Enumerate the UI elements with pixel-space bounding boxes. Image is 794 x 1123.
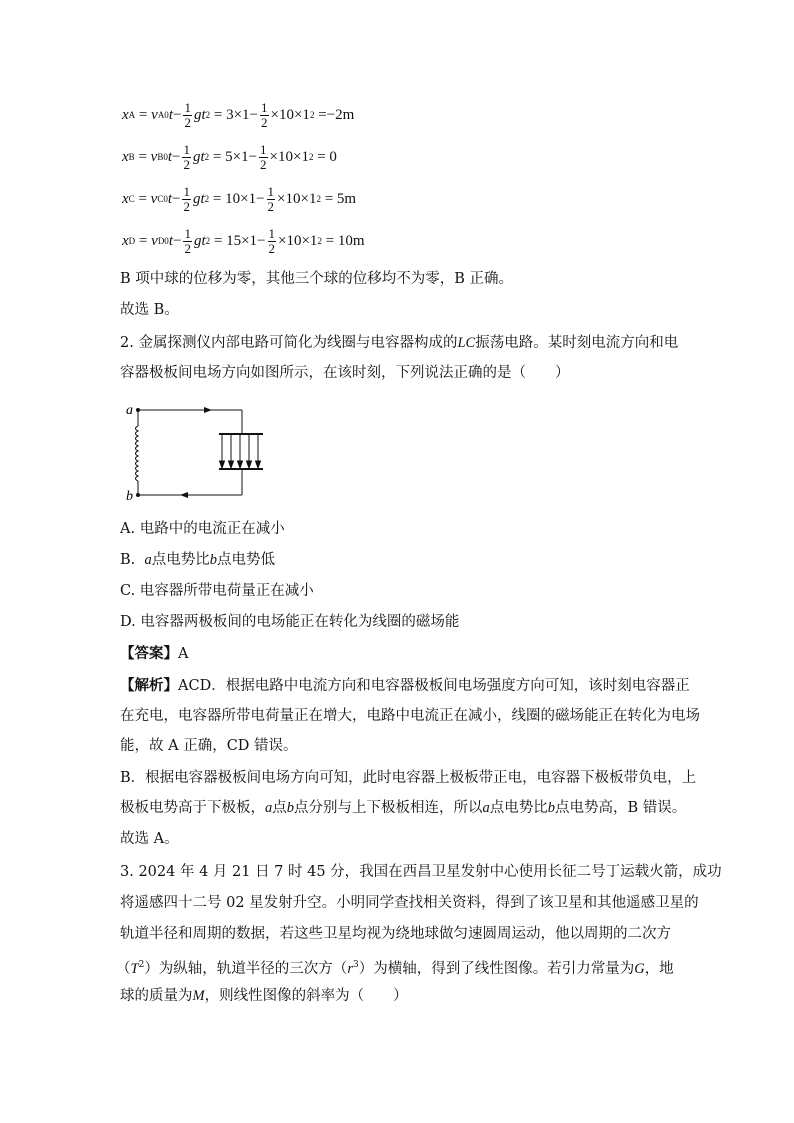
fraction: $\frac{1}{2}$ — [261, 99, 268, 130]
option-a: A. 电路中的电流正在减小 — [120, 521, 285, 537]
node-label-b: b — [126, 489, 133, 504]
answer-label: 【答案】 — [120, 645, 178, 662]
fraction: $\frac{1}{2}$ — [268, 225, 276, 256]
q3-line-1: 3. 2024 年 4 月 21 日 7 时 45 分，我国在西昌卫星发射中心使用长征二号丁运载火箭，成功 — [120, 864, 722, 880]
choose-a: 故选 A。 — [120, 831, 179, 847]
analysis-line-3: 能，故 A 正确，CD 错误。 — [120, 738, 298, 754]
q2-line-1: 2. 金属探测仪内部电路可简化为线圈与电容器构成的LC振荡电路。某时刻电流方向和电 — [120, 335, 679, 351]
lc-circuit-diagram — [122, 400, 282, 510]
fraction: $\frac{1}{2}$ — [260, 141, 267, 172]
analysis-line-1: 【解析】ACD．根据电路中电流方向和电容器极板间电场强度方向可知，该时刻电容器正 — [120, 677, 690, 694]
node-label-a: a — [126, 403, 133, 418]
analysis-line-2: 在充电，电容器所带电荷量正在增大，电路中电流正在减小，线圈的磁场能正在转化为电场 — [120, 708, 700, 724]
eq-var: x — [122, 106, 129, 123]
analysis-line-4: B．根据电容器极板间电场方向可知，此时电容器上极板带正电，电容器下极板带负电，上 — [120, 770, 697, 786]
analysis-label: 【解析】 — [120, 677, 178, 694]
option-b: B. a点电势比b点电势低 — [120, 552, 275, 568]
choose-b: 故选 B。 — [120, 302, 179, 318]
equation-c: x C = v C0 t − $\frac{1}{2}$ gt 2 = 10×1− $\frac{1}{2}$ ×10×1 2 = 5m — [122, 183, 357, 214]
b-conclusion: B 项中球的位移为零，其他三个球的位移均不为零，B 正确。 — [120, 271, 514, 287]
equation-a: x A = v A0 t − $\frac{1}{2}$ gt 2 = 3×1− $\frac{1}{2}$ ×10×1 2 =−2m — [122, 99, 355, 130]
equation-b: x B = v B0 t − $\frac{1}{2}$ gt 2 = 5×1− $\frac{1}{2}$ ×10×1 2 = 0 — [122, 141, 337, 172]
option-c: C. 电容器所带电荷量正在减小 — [120, 583, 314, 599]
answer-value: A — [178, 646, 189, 662]
fraction: $\frac{1}{2}$ — [184, 99, 191, 130]
fraction: $\frac{1}{2}$ — [183, 183, 190, 214]
analysis-line-5: 极板电势高于下极板，a点b点分别与上下极板相连，所以a点电势比b点电势高，B 错误。 — [120, 800, 687, 816]
fraction: $\frac{1}{2}$ — [184, 225, 191, 256]
q3-line-4: $(T^2)$为纵轴，轨道半径的三次方$(r^3)$为横轴，得到了线性图像。若引力常量为G，地 — [116, 960, 674, 977]
equation-d: x D = v D0 t − $\frac{1}{2}$ gt 2 = 15×1− $\frac{1}{2}$ ×10×1 2 = 10m — [122, 225, 365, 256]
fraction: $\frac{1}{2}$ — [183, 141, 190, 172]
q3-line-2: 将遥感四十二号 02 星发射升空。小明同学查找相关资料，得到了该卫星和其他遥感卫星的 — [120, 895, 699, 911]
option-d: D. 电容器两极板间的电场能正在转化为线圈的磁场能 — [120, 614, 460, 630]
q3-line-3: 轨道半径和周期的数据，若这些卫星均视为绕地球做匀速圆周运动，他以周期的二次方 — [120, 926, 671, 942]
q2-line-2: 容器极板间电场方向如图所示，在该时刻，下列说法正确的是（ ） — [120, 365, 570, 381]
fraction: $\frac{1}{2}$ — [267, 183, 275, 214]
q3-line-5: 球的质量为M，则线性图像的斜率为（ ） — [120, 988, 408, 1004]
answer — [120, 644, 188, 664]
